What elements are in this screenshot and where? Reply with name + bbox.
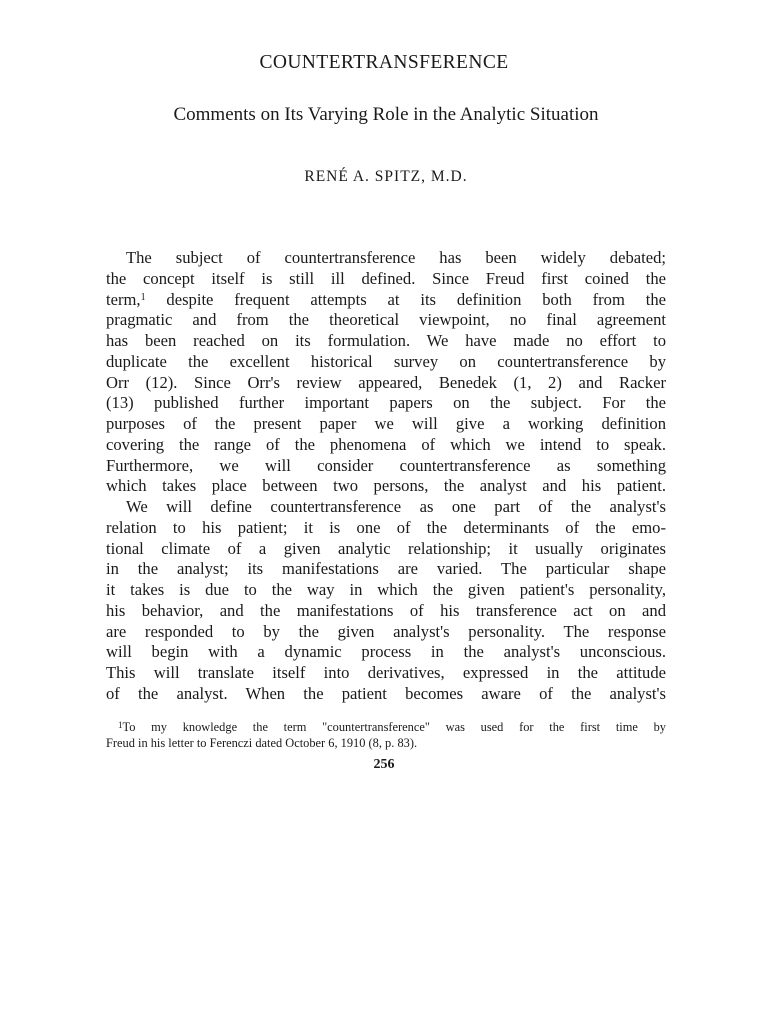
footnote-marker: 1 xyxy=(118,720,123,730)
body-line: We will define countertransference as one part of the analyst's xyxy=(126,497,666,516)
body-line: in the analyst; its manifestations are varied. The particular shape xyxy=(106,559,666,579)
body-line-with-footnote xyxy=(106,290,666,311)
footnote xyxy=(106,720,666,751)
body-line: covering the range of the phenomena of which we intend to speak. xyxy=(106,434,666,454)
body-line: The subject of countertransference has been widely debated; xyxy=(126,248,666,267)
body-line: duplicate the excellent historical survey on countertransference by xyxy=(106,351,666,371)
body-line: Furthermore, we will consider countertransference as something xyxy=(106,455,666,475)
body-line: This will translate itself into derivatives, expressed in the attitude xyxy=(106,663,666,682)
body-line: it takes is due to the way in which the given patient's personality, xyxy=(106,580,666,599)
body-line-rest: despite frequent attempts at its definition both from the xyxy=(145,289,666,309)
footnote-line-2: Freud in his letter to Ferenczi dated October 6, 1910 (8, p. 83). xyxy=(106,735,418,750)
footnote-text-1: To my knowledge the term "countertransference" was used for the first time by xyxy=(122,720,666,734)
body-line: his behavior, and the manifestations of his transference act on and xyxy=(106,600,666,620)
page-number: 256 xyxy=(373,757,395,772)
body-line: has been reached on its formulation. We have made no effort to xyxy=(106,331,666,350)
body-line: pragmatic and from the theoretical viewpoint, no final agreement xyxy=(106,310,666,330)
footnote-line-1 xyxy=(106,720,666,736)
article-subtitle: Comments on Its Varying Role in the Analytic Situation xyxy=(173,104,599,125)
body-line: which takes place between two persons, the analyst and his patient. xyxy=(106,476,666,496)
body-line: relation to his patient; it is one of the determinants of the emo- xyxy=(106,517,666,537)
body-line: are responded to by the given analyst's personality. The response xyxy=(106,621,666,641)
body-text xyxy=(106,248,666,705)
body-line: purposes of the present paper we will give a working definition xyxy=(106,414,666,433)
body-line: (13) published further important papers on the subject. For the xyxy=(106,393,666,413)
footnote-reference[interactable]: 1 xyxy=(140,291,146,303)
body-line: Orr (12). Since Orr's review appeared, Benedek (1, 2) and Racker xyxy=(106,372,666,392)
body-line: the concept itself is still ill defined. Since Freud first coined the xyxy=(106,268,666,288)
body-line: of the analyst. When the patient becomes aware of the analyst's xyxy=(106,683,666,703)
article-title: COUNTERTRANSFERENCE xyxy=(259,52,509,73)
body-line: tional climate of a given analytic relationship; it usually originates xyxy=(106,538,666,558)
article-author: RENÉ A. SPITZ, M.D. xyxy=(304,168,468,185)
body-line: will begin with a dynamic process in the analyst's unconscious. xyxy=(106,642,666,662)
body-line-term: term, xyxy=(106,289,141,309)
